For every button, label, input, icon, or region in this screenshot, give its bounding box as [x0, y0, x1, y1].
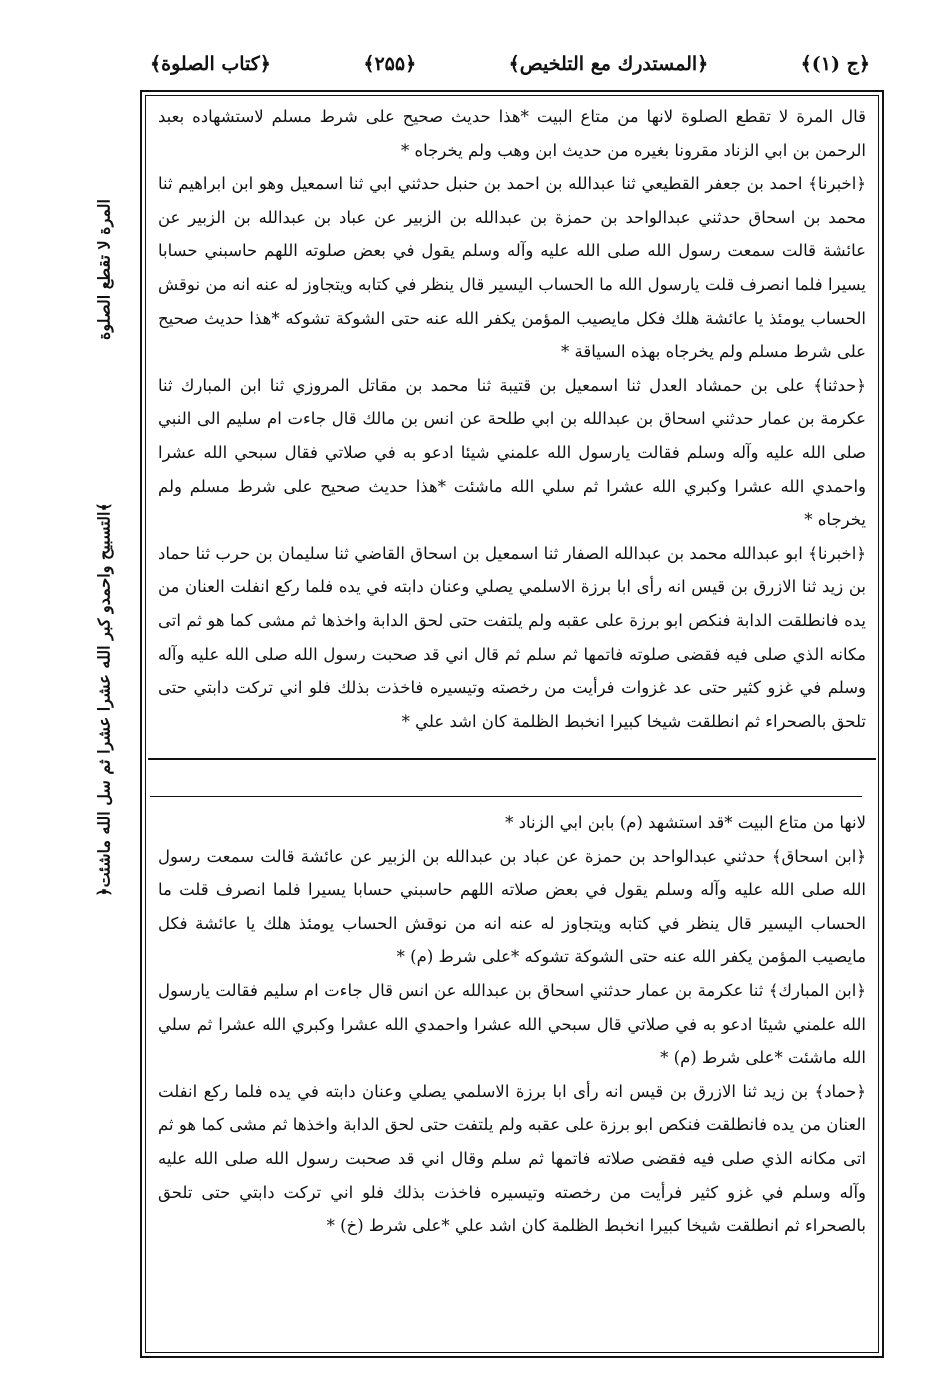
paragraph: ﴿اخبرنا﴾ احمد بن جعفر القطيعي ثنا عبدالله بن احمد بن حنبل حدثني ابي ثنا اسمعيل وهو ابن ابراهيم ثنا محمد بن اسحاق حدثني عبدالواحد بن حمزة بن عبدالله بن الزبير عن عباد بن عبدالله بن الزبير عن عائشة قالت سمعت رسول الله صلى الله عليه وآله وسلم يقول في بعض صلوته اللهم حاسبني حسابا يسيرا فلما انصرف قلت يارسول الله ما الحساب اليسير قال ينظر في كتابه ويتجاوز له عنه انه من نوقش الحساب يومئذ يا عائشة هلك فكل مايصيب المؤمن يكفر الله عنه حتى الشوكة تشوكه *هذا حديث صحيح على شرط مسلم ولم يخرجاه بهذه السياقة * — [158, 174, 866, 362]
note-paragraph: ﴿حماد﴾ بن زيد ثنا الازرق بن قيس انه رأى ابا برزة الاسلمي يصلي وعنان دابته في يده فلما ركع انفلت العنان من يده فانطلقت فنكص ابو برزة على عقبه ولم يلتفت حتى لحق الدابة واخذها ثم مشى كما هو ثم اتى مكانه الذي صلى فيه فقضى صلاته فاتمها ثم سلم وقال اني قد صحبت رسول الله صلى الله عليه وآله وسلم في غزو كثير فرأيت من رخصته وتيسيره فاخذت بذلك فلو اني تركت دابتي حتى تلحق بالصحراء ثم انطلقت شيخا كبيرا انخبط الظلمة كان اشد علي *على شرط (خ) * — [158, 1081, 866, 1236]
paragraph: ﴿حدثنا﴾ على بن حمشاد العدل ثنا اسمعيل بن قتيبة ثنا محمد بن مقاتل المروزي ثنا ابن المبارك ثنا عكرمة بن عمار حدثني اسحاق بن عبدالله بن ابي طلحة عن انس بن مالك قال جاءت ام سليم الى النبي صلى الله عليه وآله وسلم فقالت يارسول الله علمني شيئا ادعو به في صلاتي فقال سبحي الله عشرا واحمدي الله عشرا وكبري الله عشرا ثم سلي الله ماشئت *هذا حديث صحيح على شرط مسلم ولم يخرجاه * — [158, 375, 866, 530]
main-text — [158, 100, 866, 760]
paragraph: قال المرة لا تقطع الصلوة لانها من متاع البيت *هذا حديث صحيح على شرط مسلم لاستشهاده بعبد الرحمن بن ابي الزناد مقرونا بغيره من حديث ابن وهب ولم يخرجاه * — [158, 107, 866, 160]
summary-notes — [158, 806, 866, 1346]
note-paragraph: ﴿ابن المبارك﴾ ثنا عكرمة بن عمار حدثني اسحاق بن عبدالله عن انس قال جاءت ام سليم فقالت يارسول الله علمني شيئا ادعو به في صلاتي قال سبحي الله عشرا واحمدي الله عشرا وكبري الله عشرا ثم سلي الله ماشئت *على شرط (م) * — [158, 980, 866, 1068]
chapter-title: ﴿كتاب الصلوة﴾ — [150, 53, 271, 75]
volume-label: ﴿ج (۱)﴾ — [800, 53, 870, 75]
margin-note-bottom: ﴿التسبيح واحمدو كبر الله عشرا عشرا ثم سل الله ماشئت﴾ — [94, 502, 114, 897]
page-header — [150, 40, 870, 88]
margin-sidebar — [78, 90, 130, 1358]
divider — [150, 796, 862, 797]
paragraph: ﴿اخبرنا﴾ ابو عبدالله محمد بن عبدالله الصفار ثنا اسمعيل بن اسحاق القاضي ثنا سليمان بن حرب ثنا حماد بن زيد ثنا الازرق بن قيس انه رأى ابا برزة الاسلمي يصلي وعنان دابته في يده فلما ركع انفلت العنان من يده فانطلقت الدابة فنكص ابو برزة على عقبه ولم يلتفت حتى لحق الدابة واخذها ثم مشى كما هو ثم اتى مكانه الذي صلى فيه فقضى صلوته فاتمها ثم سلم ثم قال اني قد صحبت رسول الله صلى الله عليه وآله وسلم في غزو كثير حتى عد غزوات فرأيت من رخصته وتيسيره فاخذت بذلك فلو اني تركت دابتي حتى تلحق بالصحراء ثم انطلقت شيخا كبيرا انخبط الظلمة كان اشد علي * — [158, 543, 866, 731]
page-number: ﴿۲۵۵﴾ — [363, 53, 417, 75]
book-title: ﴿المستدرك مع التلخيص﴾ — [508, 53, 709, 75]
note-paragraph: ﴿ابن اسحاق﴾ حدثني عبدالواحد بن حمزة عن عباد بن عبدالله بن الزبير عن عائشة قالت سمعت رسول الله صلى الله عليه وآله وسلم يقول في بعض صلاته اللهم حاسبني حسابا يسيرا فلما انصرف قلت ما الحساب اليسير قال ينظر في كتابه ويتجاوز له عنه انه من نوقش الحساب يومئذ هلك يا عائشة فكل مايصيب المؤمن يكفر الله عنه حتى الشوكة تشوكه *على شرط (م) * — [158, 846, 866, 967]
margin-note-top: المرة لا تقطع الصلوة — [94, 199, 114, 340]
note-paragraph: لانها من متاع البيت *قد استشهد (م) بابن ابي الزناد * — [505, 813, 866, 832]
divider — [148, 758, 876, 760]
